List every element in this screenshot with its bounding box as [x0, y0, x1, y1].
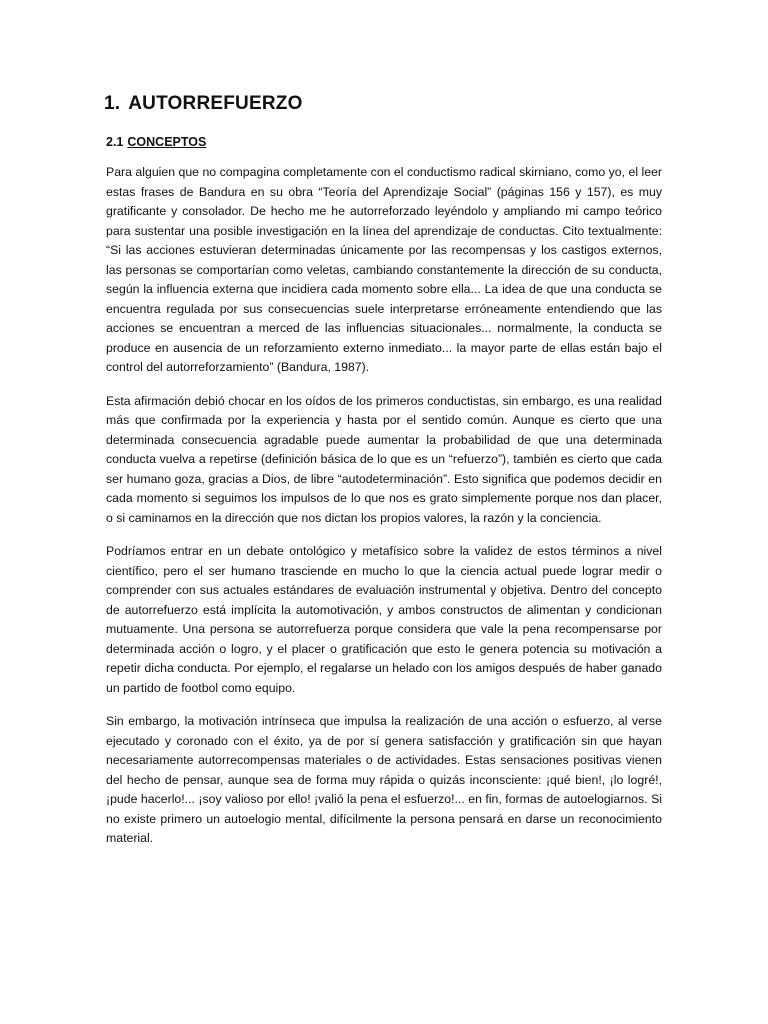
- paragraph-3: Podríamos entrar en un debate ontológico y metafísico sobre la validez de estos términos a nivel científico, pero el ser humano trasciende en mucho lo que la ciencia actual puede lograr medir o comprender con sus actuales estándares de evaluación instrumental y objetiva. Dentro del concepto de autorrefuerzo está implícita la automotivación, y ambos constructos de alimentan y condicionan mutuamente. Una persona se autorrefuerza porque considera que vale la pena recompensarse por determinada acción o logro, y el placer o gratificación que esto le genera potencia su motivación a repetir dicha conducta. Por ejemplo, el regalarse un helado con los amigos después de haber ganado un partido de footbol como equipo.: [106, 544, 662, 695]
- paragraph-4: Sin embargo, la motivación intrínseca que impulsa la realización de una acción o esfuerzo, al verse ejecutado y coronado con el éxito, ya de por sí genera satisfacción y gratificación sin que hayan necesariamente autorrecompensas materiales o de actividades. Estas sensaciones positivas vienen del hecho de pensar, aunque sea de forma muy rápida o quizás inconsciente: ¡qué bien!, ¡lo logré!, ¡pude hacerlo!... ¡soy valioso por ello! ¡valió la pena el esfuerzo!... en fin, formas de autoelogiarnos. Si no existe primero un autoelogio mental, difícilmente la persona pensará en darse un reconocimiento material.: [106, 714, 662, 845]
- section-heading: [104, 92, 303, 116]
- body-text: [106, 163, 662, 863]
- section-title: AUTORREFUERZO: [128, 93, 303, 114]
- subsection-heading: [106, 134, 206, 150]
- paragraph-1: Para alguien que no compagina completamente con el conductismo radical skirniano, como yo, el leer estas frases de Bandura en su obra “Teoría del Aprendizaje Social” (páginas 156 y 157), es muy gratificante y consolador. De hecho me he autorreforzado leyéndolo y ampliando mi campo teórico para sustentar una posible investigación en la línea del aprendizaje de conductas. Cito textualmente: “Si las acciones estuvieran determinadas únicamente por las recompensas y los castigos externos, las personas se comportarían como veletas, cambiando constantemente la dirección de su conducta, según la influencia externa que incidiera cada momento sobre ella... La idea de que una conducta se encuentra regulada por sus consecuencias suele interpretarse erróneamente entendiendo que las acciones se encuentran a merced de las influencias situacionales... normalmente, la conducta se produce en ausencia de un reforzamiento externo inmediato... la mayor parte de ellas están bajo el control del autorreforzamiento” (Bandura, 1987).: [106, 165, 662, 374]
- subsection-number: 2.1: [106, 135, 124, 149]
- paragraph-2: Esta afirmación debió chocar en los oídos de los primeros conductistas, sin embargo, es una realidad más que confirmada por la experiencia y hasta por el sentido común. Aunque es cierto que una determinada consecuencia agradable puede aumentar la probabilidad de que una determinada conducta vuelva a repetirse (definición básica de lo que es un “refuerzo”), también es cierto que cada ser humano goza, gracias a Dios, de libre “autodeterminación”. Esto significa que podemos decidir en cada momento si seguimos los impulsos de lo que nos es grato simplemente porque nos dan placer, o si caminamos en la dirección que nos dictan los propios valores, la razón y la conciencia.: [106, 393, 662, 525]
- subsection-title: CONCEPTOS: [127, 135, 207, 149]
- section-number: 1.: [104, 93, 121, 114]
